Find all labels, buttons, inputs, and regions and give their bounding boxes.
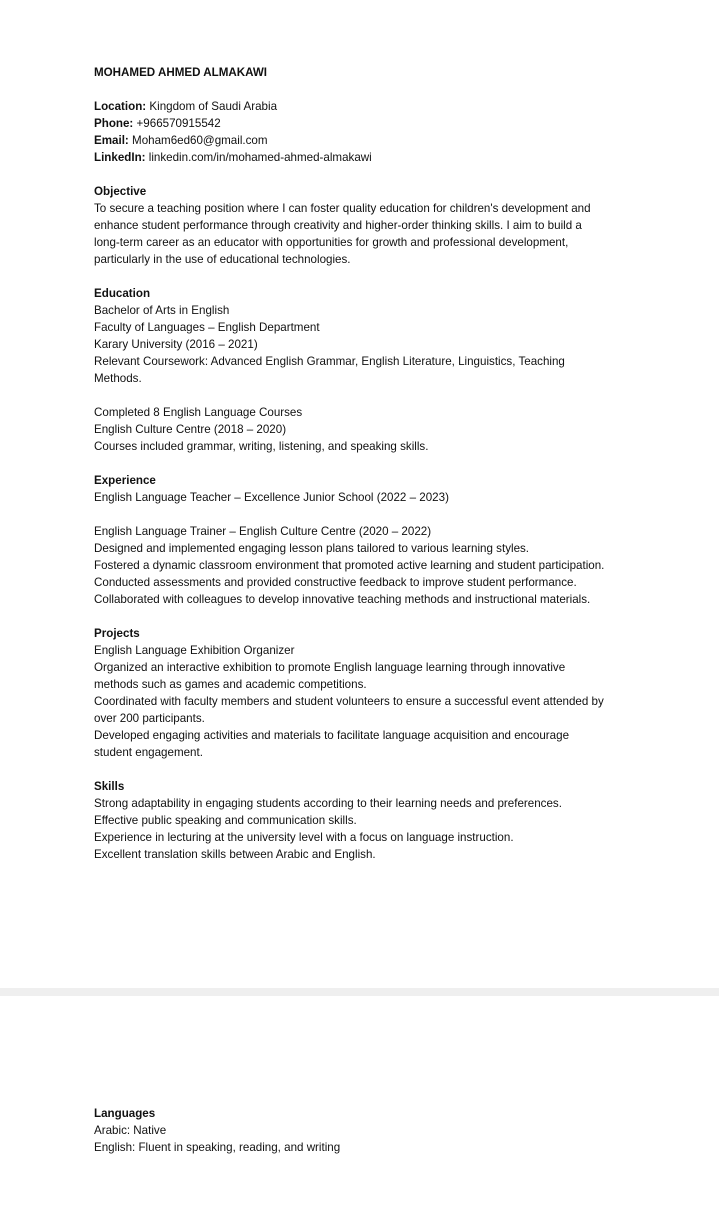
experience-heading: Experience — [94, 474, 156, 487]
objective-line: To secure a teaching position where I can foster quality education for children's development and — [94, 202, 591, 215]
experience-line: English Language Trainer – English Culture Centre (2020 – 2022) — [94, 525, 432, 538]
experience-line: Designed and implemented engaging lesson plans tailored to various learning styles. — [94, 542, 530, 555]
languages-heading: Languages — [94, 1107, 156, 1120]
experience-line: Fostered a dynamic classroom environment that promoted active learning and student participation. — [94, 559, 605, 572]
languages-line: English: Fluent in speaking, reading, and writing — [94, 1141, 341, 1154]
projects-line: Organized an interactive exhibition to promote English language learning through innovative — [94, 661, 566, 674]
projects-line: over 200 participants. — [94, 712, 205, 725]
objective-line: long-term career as an educator with opportunities for growth and professional development, — [94, 236, 569, 249]
linkedin-value: linkedin.com/in/mohamed-ahmed-almakawi — [148, 151, 372, 164]
languages-line: Arabic: Native — [94, 1124, 167, 1137]
phone-label: Phone: — [94, 117, 134, 130]
courses-line: English Culture Centre (2018 – 2020) — [94, 423, 287, 436]
objective-heading: Objective — [94, 185, 147, 198]
linkedin-label: LinkedIn: — [94, 151, 146, 164]
objective-line: enhance student performance through creativity and higher-order thinking skills. I aim to build a — [94, 219, 582, 232]
education-heading: Education — [94, 287, 151, 300]
contact-location — [94, 98, 634, 115]
courses-line: Courses included grammar, writing, listening, and speaking skills. — [94, 440, 429, 453]
contact-email — [94, 132, 634, 149]
education-line: Relevant Coursework: Advanced English Grammar, English Literature, Linguistics, Teaching — [94, 355, 565, 368]
skills-heading: Skills — [94, 780, 125, 793]
education-line: Karary University (2016 – 2021) — [94, 338, 258, 351]
skills-line: Excellent translation skills between Arabic and English. — [94, 848, 376, 861]
education-line: Faculty of Languages – English Department — [94, 321, 320, 334]
skills-line: Effective public speaking and communication skills. — [94, 814, 357, 827]
experience-job-1: English Language Teacher – Excellence Junior School (2022 – 2023) — [94, 491, 449, 504]
skills-line: Experience in lecturing at the university level with a focus on language instruction. — [94, 831, 514, 844]
education-line: Bachelor of Arts in English — [94, 304, 230, 317]
projects-line: methods such as games and academic competitions. — [94, 678, 367, 691]
skills-line: Strong adaptability in engaging students according to their learning needs and preferences. — [94, 797, 562, 810]
projects-line: Developed engaging activities and materials to facilitate language acquisition and encourage — [94, 729, 570, 742]
document-page-2 — [0, 996, 719, 1211]
projects-line: student engagement. — [94, 746, 203, 759]
location-value: Kingdom of Saudi Arabia — [149, 100, 278, 113]
courses-line: Completed 8 English Language Courses — [94, 406, 303, 419]
contact-phone — [94, 115, 634, 132]
projects-heading: Projects — [94, 627, 140, 640]
email-value: Moham6ed60@gmail.com — [132, 134, 268, 147]
education-line: Methods. — [94, 372, 142, 385]
resume-body-page-2 — [94, 1105, 634, 1156]
objective-line: particularly in the use of educational technologies. — [94, 253, 351, 266]
contact-linkedin — [94, 149, 634, 166]
projects-line: English Language Exhibition Organizer — [94, 644, 295, 657]
location-label: Location: — [94, 100, 147, 113]
candidate-name: MOHAMED AHMED ALMAKAWI — [94, 66, 268, 79]
email-label: Email: — [94, 134, 129, 147]
phone-value: +966570915542 — [136, 117, 221, 130]
page-separator — [0, 988, 719, 996]
projects-line: Coordinated with faculty members and student volunteers to ensure a successful event attended by — [94, 695, 604, 708]
experience-line: Conducted assessments and provided constructive feedback to improve student performance. — [94, 576, 577, 589]
experience-line: Collaborated with colleagues to develop innovative teaching methods and instructional materials. — [94, 593, 591, 606]
resume-body — [94, 64, 634, 863]
